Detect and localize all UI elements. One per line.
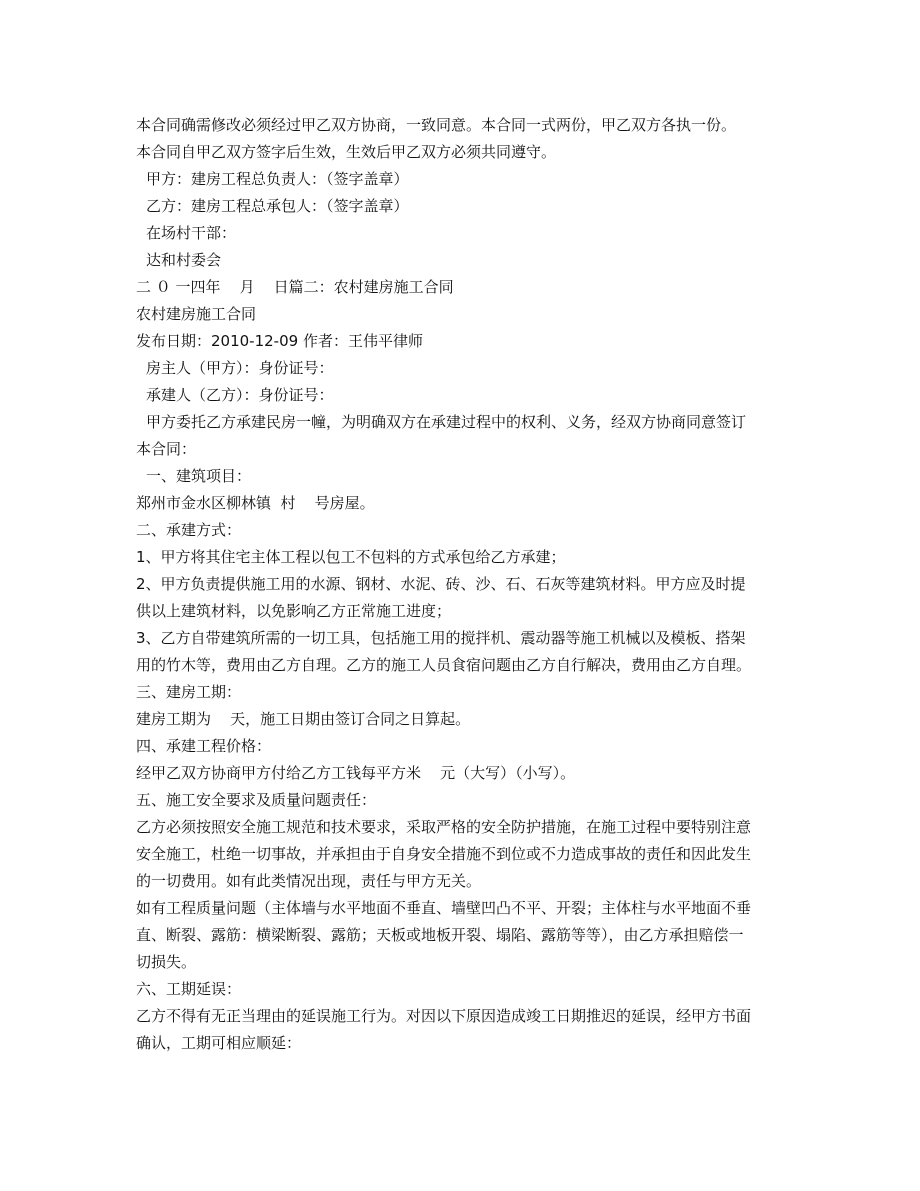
text-line: 如有工程质量问题（主体墙与水平地面不垂直、墙壁凹凸不平、开裂；主体柱与水平地面不垂: [136, 899, 752, 917]
signature-line-party-a: 甲方：建房工程总负责人：（签字盖章）: [146, 170, 409, 188]
text-line: 本合同：: [136, 440, 197, 458]
section-heading: 一、建筑项目：: [146, 467, 252, 485]
date-line: 二 ０ 一四年 月 日篇二：农村建房施工合同: [136, 278, 454, 296]
text-line: 经甲乙双方协商甲方付给乙方工钱每平方米 元（大写）（小写）。: [136, 764, 576, 782]
text-line: 切损失。: [136, 953, 197, 971]
text-line: 2、甲方负责提供施工用的水源、钢材、水泥、砖、沙、石、石灰等建筑材料。甲方应及时提: [136, 575, 746, 593]
publish-info: 发布日期：2010-12-09 作者：王伟平律师: [136, 332, 423, 350]
text-line: 甲方委托乙方承建民房一幢，为明确双方在承建过程中的权利、义务，经双方协商同意签订: [146, 413, 747, 431]
text-line: 乙方必须按照安全施工规范和技术要求，采取严格的安全防护措施，在施工过程中要特别注意: [136, 818, 752, 836]
text-line: 直、断裂、露筋：横梁断裂、露筋；天板或地板开裂、塌陷、露筋等等），由乙方承担赔偿一: [136, 926, 744, 944]
village-committee-line: 达和村委会: [146, 251, 222, 269]
owner-line: 房主人（甲方）：身份证号：: [146, 359, 334, 377]
section-heading: 二、承建方式：: [136, 521, 242, 539]
contract-title: 农村建房施工合同: [136, 305, 257, 323]
text-line: 用的竹木等，费用由乙方自理。乙方的施工人员食宿问题由乙方自行解决，费用由乙方自理。: [136, 656, 752, 674]
section-heading: 三、建房工期：: [136, 683, 242, 701]
text-line: 本合同确需修改必须经过甲乙双方协商，一致同意。本合同一式两份，甲乙双方各执一份。: [136, 116, 737, 134]
text-line: 1、甲方将其住宅主体工程以包工不包料的方式承包给乙方承建；: [136, 548, 566, 566]
section-heading: 五、施工安全要求及质量问题责任：: [136, 791, 377, 809]
text-line: 3、乙方自带建筑所需的一切工具，包括施工用的搅拌机、震动器等施工机械以及模板、搭架: [136, 629, 746, 647]
text-line: 确认，工期可相应顺延：: [136, 1034, 302, 1052]
village-cadre-line: 在场村干部：: [146, 224, 237, 242]
text-line: 郑州市金水区柳林镇 村 号房屋。: [136, 494, 375, 512]
text-line: 的一切费用。如有此类情况出现，责任与甲方无关。: [136, 872, 482, 890]
text-line: 建房工期为 天，施工日期由签订合同之日算起。: [136, 710, 471, 728]
text-line: 本合同自甲乙双方签字后生效，生效后甲乙双方必须共同遵守。: [136, 143, 557, 161]
text-line: 供以上建筑材料，以免影响乙方正常施工进度；: [136, 602, 452, 620]
signature-line-party-b: 乙方：建房工程总承包人：（签字盖章）: [146, 197, 409, 215]
text-line: 乙方不得有无正当理由的延误施工行为。对因以下原因造成竣工日期推迟的延误，经甲方书面: [136, 1007, 752, 1025]
text-line: 安全施工，杜绝一切事故，并承担由于自身安全措施不到位或不力造成事故的责任和因此发生: [136, 845, 752, 863]
contractor-line: 承建人（乙方）：身份证号：: [146, 386, 334, 404]
section-heading: 六、工期延误：: [136, 980, 242, 998]
section-heading: 四、承建工程价格：: [136, 737, 272, 755]
document-page: [136, 112, 786, 1057]
